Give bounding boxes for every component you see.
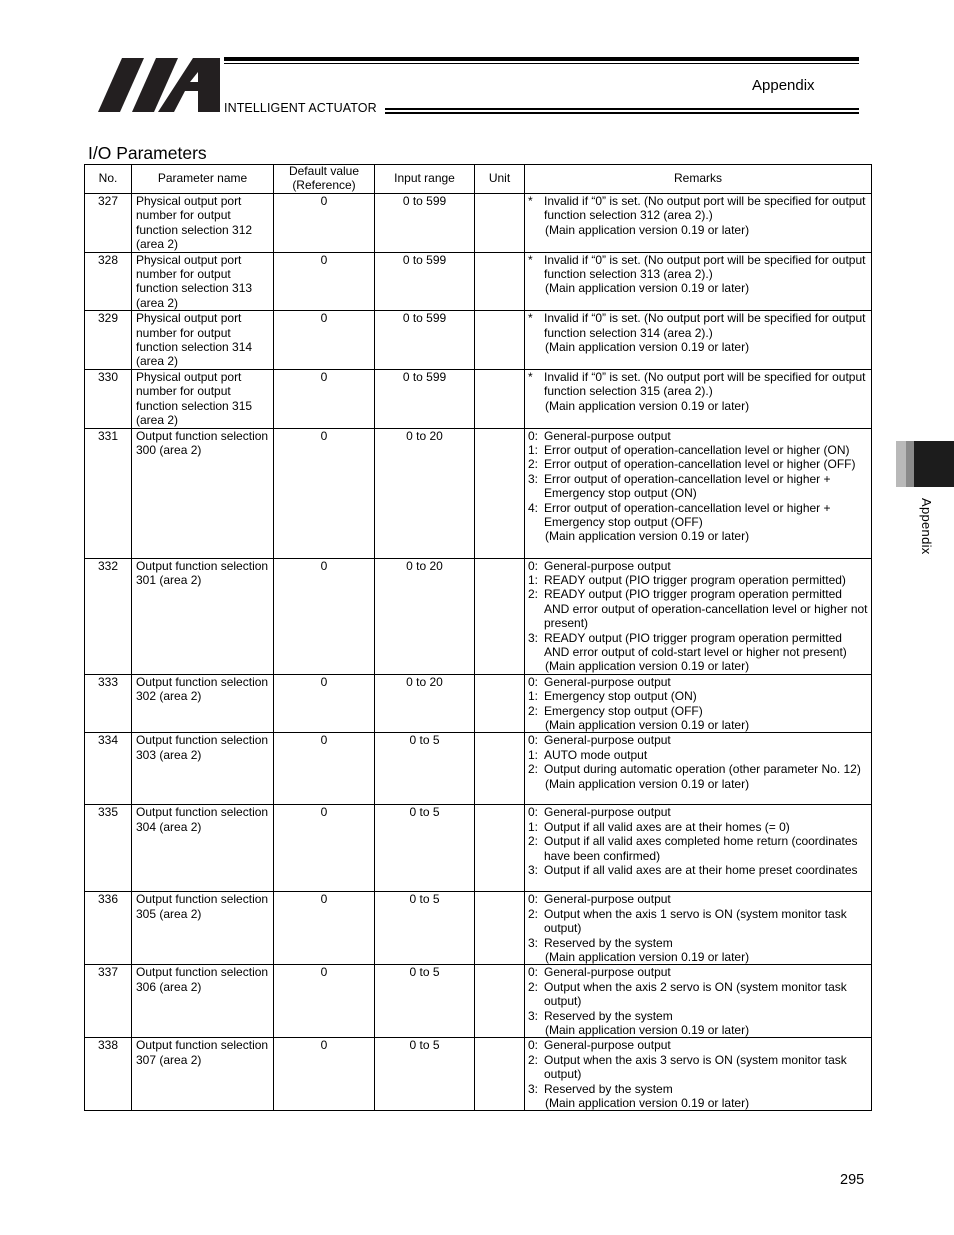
param-name: Physical output port number for output function selection 315 (area 2) <box>132 369 274 428</box>
param-default: 0 <box>274 892 375 965</box>
remark-line <box>528 443 868 457</box>
remark-text: (Main application version 0.19 or later) <box>545 950 750 964</box>
param-unit <box>475 369 525 428</box>
remark-line <box>528 689 868 703</box>
param-remarks <box>525 369 872 428</box>
header-rule-thin <box>224 63 859 64</box>
param-no: 328 <box>85 252 132 311</box>
remark-text: Error output of operation-cancellation level or higher (OFF) <box>544 457 856 472</box>
param-unit <box>475 428 525 558</box>
remark-text: Output when the axis 3 servo is ON (system monitor task output) <box>544 1052 847 1082</box>
remark-text: Invalid if “0” is set. (No output port will be specified for output function selection 312 (area 2).) <box>544 194 866 223</box>
param-range: 0 to 20 <box>375 428 475 558</box>
remark-line <box>528 892 868 906</box>
remark-line <box>528 907 868 936</box>
remark-line <box>528 733 868 747</box>
param-no: 327 <box>85 194 132 253</box>
param-name: Output function selection 302 (area 2) <box>132 674 274 733</box>
remark-text: General-purpose output <box>544 892 671 907</box>
remark-key: 3: <box>528 863 539 877</box>
remark-line <box>528 340 868 354</box>
remark-key: * <box>528 194 533 208</box>
remark-key: * <box>528 311 533 326</box>
param-no: 332 <box>85 558 132 674</box>
param-name: Output function selection 304 (area 2) <box>132 805 274 892</box>
remark-key: 3: <box>528 1081 539 1096</box>
remark-key: 2: <box>528 703 539 718</box>
remark-line <box>528 631 868 660</box>
brand-name: INTELLIGENT ACTUATOR <box>224 101 377 115</box>
remark-line <box>528 281 868 295</box>
param-default: 0 <box>274 428 375 558</box>
remark-text: Output during automatic operation (other parameter No. 12) <box>544 762 861 777</box>
table-row <box>85 194 872 253</box>
param-unit <box>475 965 525 1038</box>
remark-line <box>528 399 868 413</box>
remark-key: 0: <box>528 674 539 689</box>
remark-line <box>528 950 868 964</box>
remark-line <box>528 748 868 762</box>
remark-text: (Main application version 0.19 or later) <box>545 222 750 237</box>
remark-text: Error output of operation-cancellation level or higher (ON) <box>544 442 850 457</box>
remark-line <box>528 573 868 587</box>
remark-text: Reserved by the system <box>544 935 673 950</box>
param-no: 338 <box>85 1038 132 1111</box>
remark-key: 2: <box>528 457 539 472</box>
remark-text: (Main application version 0.19 or later) <box>545 659 750 674</box>
remark-text: (Main application version 0.19 or later) <box>545 529 750 544</box>
remark-line <box>528 675 868 689</box>
remark-text: (Main application version 0.19 or later) <box>545 1096 750 1111</box>
remark-line <box>528 980 868 1009</box>
remark-key: 0: <box>528 558 539 573</box>
remark-text: General-purpose output <box>544 733 671 748</box>
table-row <box>85 733 872 805</box>
table-row <box>85 1038 872 1111</box>
remark-line <box>528 529 868 543</box>
remark-text: (Main application version 0.19 or later) <box>545 340 750 355</box>
remark-line <box>528 1038 868 1052</box>
param-unit <box>475 194 525 253</box>
remark-key: 2: <box>528 906 539 921</box>
remark-text: Output if all valid axes are at their home preset coordinates <box>544 863 858 877</box>
remark-text: General-purpose output <box>544 428 671 443</box>
param-default: 0 <box>274 805 375 892</box>
param-no: 335 <box>85 805 132 892</box>
remark-key: 3: <box>528 471 539 486</box>
remark-key: 0: <box>528 965 539 980</box>
remark-line <box>528 587 868 630</box>
param-default: 0 <box>274 674 375 733</box>
remark-line <box>528 834 868 863</box>
remark-line <box>528 820 868 834</box>
param-name: Output function selection 306 (area 2) <box>132 965 274 1038</box>
param-remarks <box>525 733 872 805</box>
param-name: Output function selection 303 (area 2) <box>132 733 274 805</box>
remark-text: (Main application version 0.19 or later) <box>545 398 750 413</box>
param-default: 0 <box>274 252 375 311</box>
column-header-name: Parameter name <box>132 165 274 194</box>
remark-text: General-purpose output <box>544 805 671 820</box>
remark-key: 1: <box>528 747 539 762</box>
remark-text: (Main application version 0.19 or later) <box>545 281 750 296</box>
param-remarks <box>525 428 872 558</box>
param-range: 0 to 5 <box>375 965 475 1038</box>
remark-line <box>528 429 868 443</box>
remark-text: General-purpose output <box>544 1038 671 1053</box>
table-row <box>85 558 872 674</box>
remark-line <box>528 1053 868 1082</box>
remark-line <box>528 777 868 791</box>
remark-text: Reserved by the system <box>544 1008 673 1023</box>
param-range: 0 to 5 <box>375 1038 475 1111</box>
param-remarks <box>525 194 872 253</box>
brand-rule <box>385 108 859 110</box>
side-tab-label: Appendix <box>919 498 934 555</box>
table-row <box>85 428 872 558</box>
remark-line <box>528 253 868 282</box>
column-header-range: Input range <box>375 165 475 194</box>
remark-text: (Main application version 0.19 or later) <box>545 776 750 791</box>
table-row <box>85 674 872 733</box>
remark-line <box>528 472 868 501</box>
iai-logo <box>98 58 220 112</box>
remark-text: General-purpose output <box>544 965 671 980</box>
param-range: 0 to 599 <box>375 252 475 311</box>
remark-line <box>528 805 868 819</box>
param-name: Output function selection 305 (area 2) <box>132 892 274 965</box>
remark-line <box>528 718 868 732</box>
remark-key: 3: <box>528 630 539 645</box>
param-no: 334 <box>85 733 132 805</box>
remark-line <box>528 194 868 223</box>
table-row <box>85 252 872 311</box>
column-header-unit: Unit <box>475 165 525 194</box>
page-title: I/O Parameters <box>88 143 207 163</box>
remark-key: 0: <box>528 805 539 820</box>
remark-line <box>528 223 868 237</box>
remark-text: Error output of operation-cancellation level or higher + Emergency stop output (OFF) <box>544 500 831 529</box>
remark-text: General-purpose output <box>544 674 671 689</box>
remark-text: Output when the axis 1 servo is ON (system monitor task output) <box>544 906 847 936</box>
remark-text: Invalid if “0” is set. (No output port will be specified for output function selection 315 (area 2).) <box>544 369 866 399</box>
remark-text: Output when the axis 2 servo is ON (system monitor task output) <box>544 979 847 1009</box>
param-range: 0 to 20 <box>375 558 475 674</box>
param-remarks <box>525 892 872 965</box>
remark-text: AUTO mode output <box>544 747 648 762</box>
param-no: 329 <box>85 311 132 370</box>
param-no: 331 <box>85 428 132 558</box>
remark-key: 4: <box>528 500 539 515</box>
remark-text: (Main application version 0.19 or later) <box>545 1023 750 1038</box>
table-row <box>85 311 872 370</box>
param-remarks <box>525 558 872 674</box>
remark-text: Error output of operation-cancellation level or higher + Emergency stop output (ON) <box>544 471 831 501</box>
param-default: 0 <box>274 558 375 674</box>
param-unit <box>475 252 525 311</box>
remark-text: Invalid if “0” is set. (No output port will be specified for output function selection 313 (area 2).) <box>544 252 866 282</box>
table-header-row <box>85 165 872 194</box>
param-no: 333 <box>85 674 132 733</box>
param-default: 0 <box>274 369 375 428</box>
remark-key: 0: <box>528 428 539 443</box>
param-remarks <box>525 311 872 370</box>
param-unit <box>475 733 525 805</box>
remark-text: Invalid if “0” is set. (No output port will be specified for output function selection 314 (area 2).) <box>544 311 866 340</box>
remark-key: 1: <box>528 689 539 704</box>
page-number: 295 <box>840 1172 865 1188</box>
param-remarks <box>525 252 872 311</box>
remark-text: General-purpose output <box>544 558 671 573</box>
remark-line <box>528 863 868 877</box>
table-row <box>85 892 872 965</box>
table-row <box>85 805 872 892</box>
remark-text: Output if all valid axes are at their homes (= 0) <box>544 819 790 834</box>
remark-key: 1: <box>528 819 539 834</box>
column-header-default-line1: Default value <box>288 164 360 179</box>
table-row <box>85 965 872 1038</box>
section-name: Appendix <box>752 77 815 94</box>
remark-text: Reserved by the system <box>544 1081 673 1096</box>
param-unit <box>475 1038 525 1111</box>
remark-text: Emergency stop output (OFF) <box>544 703 703 718</box>
remark-key: 3: <box>528 935 539 950</box>
io-parameters-table <box>84 164 872 1111</box>
remark-key: * <box>528 369 533 384</box>
column-header-no: No. <box>85 165 132 194</box>
remark-key: 2: <box>528 834 539 849</box>
param-default: 0 <box>274 194 375 253</box>
remark-line <box>528 559 868 573</box>
table-row <box>85 369 872 428</box>
param-default: 0 <box>274 1038 375 1111</box>
remark-text: Emergency stop output (ON) <box>544 689 697 704</box>
remark-line <box>528 762 868 776</box>
param-name: Physical output port number for output function selection 312 (area 2) <box>132 194 274 253</box>
remark-line <box>528 1009 868 1023</box>
param-name: Physical output port number for output function selection 314 (area 2) <box>132 311 274 370</box>
remark-line <box>528 965 868 979</box>
param-range: 0 to 5 <box>375 892 475 965</box>
remark-line <box>528 659 868 673</box>
remark-text: READY output (PIO trigger program operation permitted) <box>544 572 846 587</box>
param-range: 0 to 5 <box>375 805 475 892</box>
remark-key: 2: <box>528 762 539 777</box>
column-header-default-line2: (Reference) <box>292 178 356 192</box>
remark-text: READY output (PIO trigger program operation permitted AND error output of operation-cancellation level or higher not present) <box>544 587 868 631</box>
param-range: 0 to 599 <box>375 369 475 428</box>
param-name: Physical output port number for output function selection 313 (area 2) <box>132 252 274 311</box>
param-no: 336 <box>85 892 132 965</box>
remark-line <box>528 311 868 340</box>
param-range: 0 to 20 <box>375 674 475 733</box>
param-remarks <box>525 1038 872 1111</box>
remark-key: 3: <box>528 1008 539 1023</box>
param-default: 0 <box>274 311 375 370</box>
remark-key: * <box>528 252 533 267</box>
remark-text: Output if all valid axes completed home return (coordinates have been confirmed) <box>544 834 858 863</box>
remark-key: 2: <box>528 979 539 994</box>
param-unit <box>475 674 525 733</box>
remark-line <box>528 457 868 471</box>
remark-line <box>528 501 868 530</box>
remark-line <box>528 1096 868 1110</box>
remark-text: READY output (PIO trigger program operation permitted AND error output of cold-start level or higher not present) <box>544 630 847 659</box>
header-rule <box>224 57 859 61</box>
param-range: 0 to 5 <box>375 733 475 805</box>
remark-line <box>528 704 868 718</box>
param-unit <box>475 311 525 370</box>
param-remarks <box>525 805 872 892</box>
param-name: Output function selection 300 (area 2) <box>132 428 274 558</box>
remark-key: 0: <box>528 733 539 748</box>
param-name: Output function selection 307 (area 2) <box>132 1038 274 1111</box>
param-default: 0 <box>274 965 375 1038</box>
param-default: 0 <box>274 733 375 805</box>
param-remarks <box>525 674 872 733</box>
remark-line <box>528 1082 868 1096</box>
remark-line <box>528 370 868 399</box>
column-header-remarks: Remarks <box>525 165 872 194</box>
remark-key: 2: <box>528 1052 539 1067</box>
param-unit <box>475 805 525 892</box>
remark-key: 2: <box>528 587 539 602</box>
remark-key: 1: <box>528 572 539 587</box>
param-unit <box>475 892 525 965</box>
remark-key: 0: <box>528 892 539 907</box>
remark-text: (Main application version 0.19 or later) <box>545 717 750 732</box>
param-range: 0 to 599 <box>375 311 475 370</box>
remark-line <box>528 936 868 950</box>
param-unit <box>475 558 525 674</box>
column-header-default <box>274 165 375 194</box>
param-name: Output function selection 301 (area 2) <box>132 558 274 674</box>
brand-rule-2 <box>385 112 859 114</box>
side-tab-marker <box>896 441 954 487</box>
param-no: 330 <box>85 369 132 428</box>
remark-line <box>528 1023 868 1037</box>
remark-key: 0: <box>528 1038 539 1053</box>
param-no: 337 <box>85 965 132 1038</box>
param-range: 0 to 599 <box>375 194 475 253</box>
param-remarks <box>525 965 872 1038</box>
remark-key: 1: <box>528 442 539 457</box>
